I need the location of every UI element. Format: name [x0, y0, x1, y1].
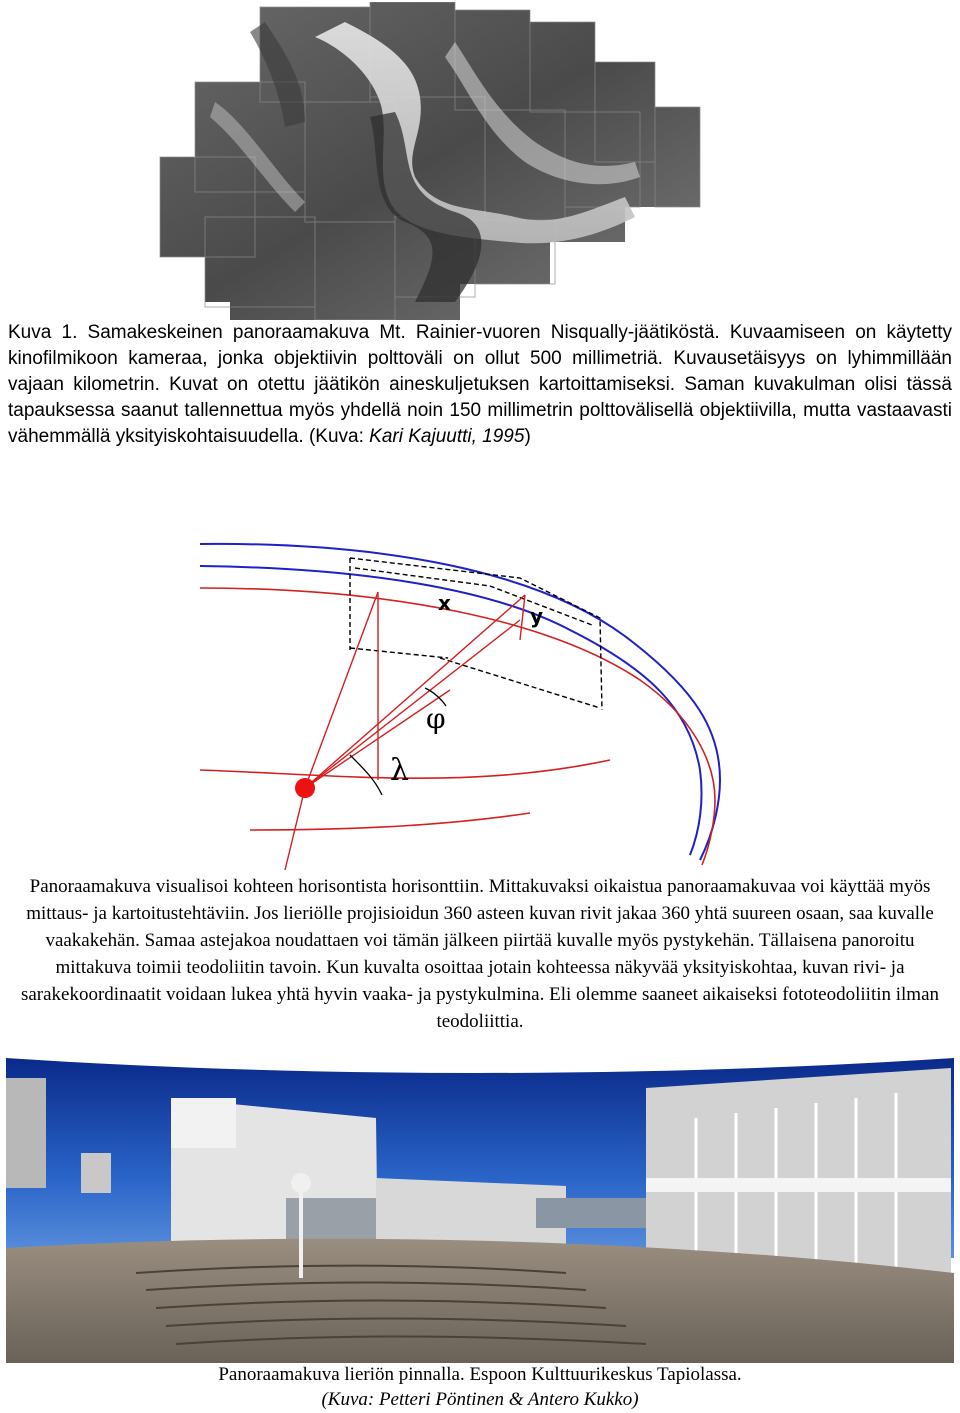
figure1-caption-tail: )	[524, 426, 531, 447]
label-phi: φ	[426, 702, 446, 735]
label-lambda: λ	[390, 753, 410, 788]
figure3-caption-title: Panoraamakuva lieriön pinnalla. Espoon Kulttuurikeskus Tapiolassa.	[218, 1364, 742, 1385]
figure1-caption	[8, 320, 952, 450]
horizontal-circle	[200, 588, 715, 865]
image-frame	[350, 558, 602, 710]
tapiola-panorama-photo	[6, 1058, 954, 1363]
horizon-circle	[200, 544, 720, 860]
glacier-mosaic-photo	[155, 2, 815, 320]
figure3-caption-credit: (Kuva: Petteri Pöntinen & Antero Kukko)	[321, 1389, 639, 1410]
figure1-caption-credit: Kari Kajuutti, 1995	[369, 426, 525, 447]
figure3-caption	[0, 1362, 960, 1412]
projection-lines	[285, 592, 525, 870]
figure2-caption: Panoraamakuva visualisoi kohteen horisontista horisonttiin. Mittakuvaksi oikaistua panoraamakuvaa voi käyttää myös mittaus- ja kartoitustehtäviin. Jos lieriölle projisioidun 360 asteen kuvan rivit jakaa 360 yhtä suureen osaan, saa kuvalle vaakakehän. Samaa astejakoa noudattaen voi tämän jälkeen piirtää kuvalle myös pystykehän. Tällaisena panoroitu mittakuva toimii teodoliitin tavoin. Kun kuvalta osoittaa jotain kohteessa näkyvää yksityiskohtaa, kuvan rivi- ja sarakekoordinaatit voidaan lukea yhtä hyvin vaaka- ja pystykulmina. Eli olemme saaneet aikaiseksi fototeodoliitin ilman teodoliittia.	[20, 876, 940, 1032]
figure1-caption-text: Kuva 1. Samakeskeinen panoraamakuva Mt. Rainier-vuoren Nisqually-jäätiköstä. Kuvaamiseen on käytetty kinofilmikoon kameraa, jonka objektiivin polttoväli on ollut 500 millimetriä. Kuvausetäisyys on lyhimmillään vajaan kilometrin. Kuvat on otettu jäätikön aineskuljetuksen kartoittamiseksi. Saman kuvakulman olisi tässä tapauksessa saanut tallennettua myös yhdellä noin 150 millimetrin polttovälisellä objektiivilla, mutta vastaavasti vähemmällä yksityiskohtaisuudella. (Kuva:	[8, 322, 952, 447]
label-y: y	[530, 604, 544, 628]
label-x: x	[438, 591, 451, 615]
cylindrical-projection-diagram	[190, 530, 730, 870]
projection-center-point	[295, 778, 315, 798]
